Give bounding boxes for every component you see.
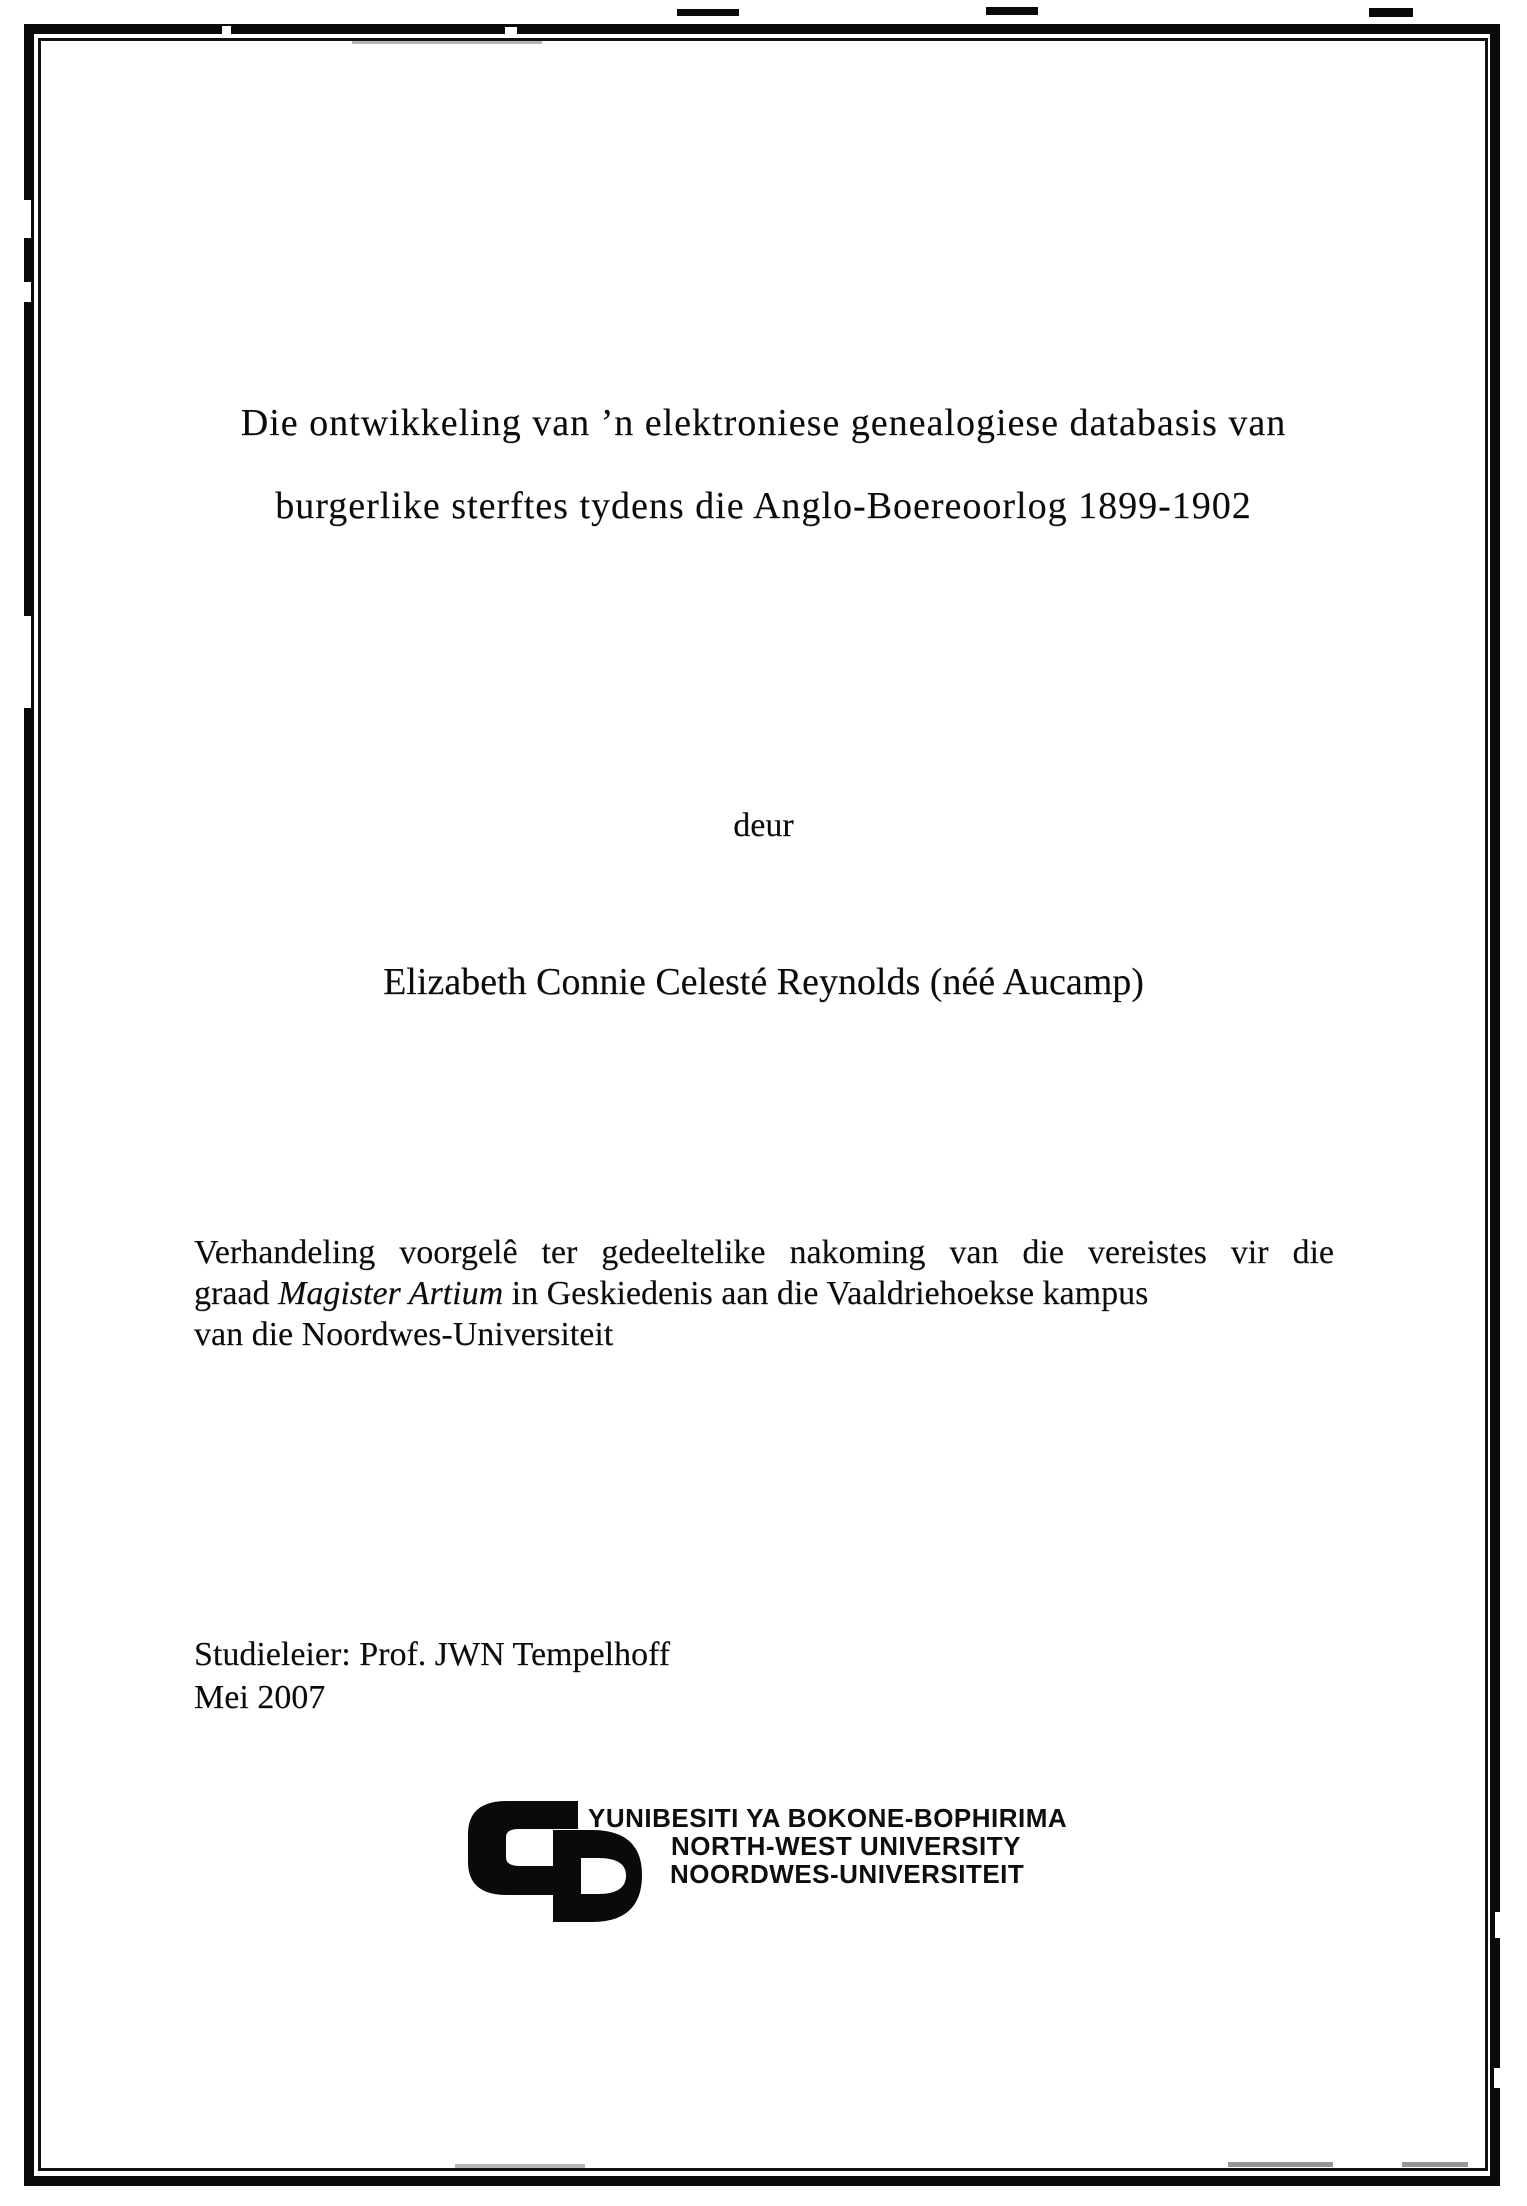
university-name-setswana: YUNIBESITI YA BOKONE-BOPHIRIMA bbox=[588, 1803, 1068, 1833]
scan-artifact bbox=[455, 2164, 585, 2168]
thesis-title-line2: burgerlike sterftes tydens die Anglo-Boereoorlog 1899-1902 bbox=[275, 485, 1252, 527]
date-line: Mei 2007 bbox=[194, 1679, 326, 1716]
degree-statement-line3: van die Noordwes-Universiteit bbox=[194, 1316, 614, 1353]
scan-artifact bbox=[505, 27, 517, 34]
degree-statement-line2-prefix: graad bbox=[194, 1275, 279, 1312]
degree-statement-line2-suffix: in Geskiedenis aan die Vaaldriehoekse kampus bbox=[503, 1275, 1149, 1312]
university-name-english: NORTH-WEST UNIVERSITY bbox=[671, 1831, 1021, 1861]
scan-artifact bbox=[352, 41, 542, 44]
university-name-afrikaans: NOORDWES-UNIVERSITEIT bbox=[670, 1859, 1025, 1889]
degree-statement bbox=[194, 1232, 1334, 1355]
degree-statement-line1: Verhandeling voorgelê ter gedeeltelike nakoming van die vereistes vir die bbox=[194, 1234, 1334, 1271]
scan-artifact bbox=[677, 9, 739, 16]
byline-label: deur bbox=[733, 807, 794, 844]
scan-artifact bbox=[986, 7, 1038, 15]
scan-artifact bbox=[1402, 2162, 1468, 2167]
scan-artifact bbox=[1369, 8, 1413, 17]
degree-name-italic: Magister Artium bbox=[278, 1275, 504, 1312]
scan-artifact bbox=[1495, 1912, 1502, 1938]
scan-artifact bbox=[24, 282, 31, 302]
scan-artifact bbox=[24, 200, 31, 238]
scan-artifact bbox=[1228, 2162, 1333, 2167]
scan-artifact bbox=[222, 26, 231, 34]
author-name: Elizabeth Connie Celesté Reynolds (néé Aucamp) bbox=[383, 961, 1144, 1003]
supervisor-line: Studieleier: Prof. JWN Tempelhoff bbox=[194, 1636, 671, 1673]
scan-artifact bbox=[1494, 2068, 1501, 2088]
scan-artifact bbox=[24, 616, 31, 708]
degree-statement-line2 bbox=[194, 1273, 1334, 1314]
supervisor-block bbox=[194, 1633, 670, 1719]
thesis-title-line1: Die ontwikkeling van ’n elektroniese genealogiese databasis van bbox=[240, 402, 1287, 444]
